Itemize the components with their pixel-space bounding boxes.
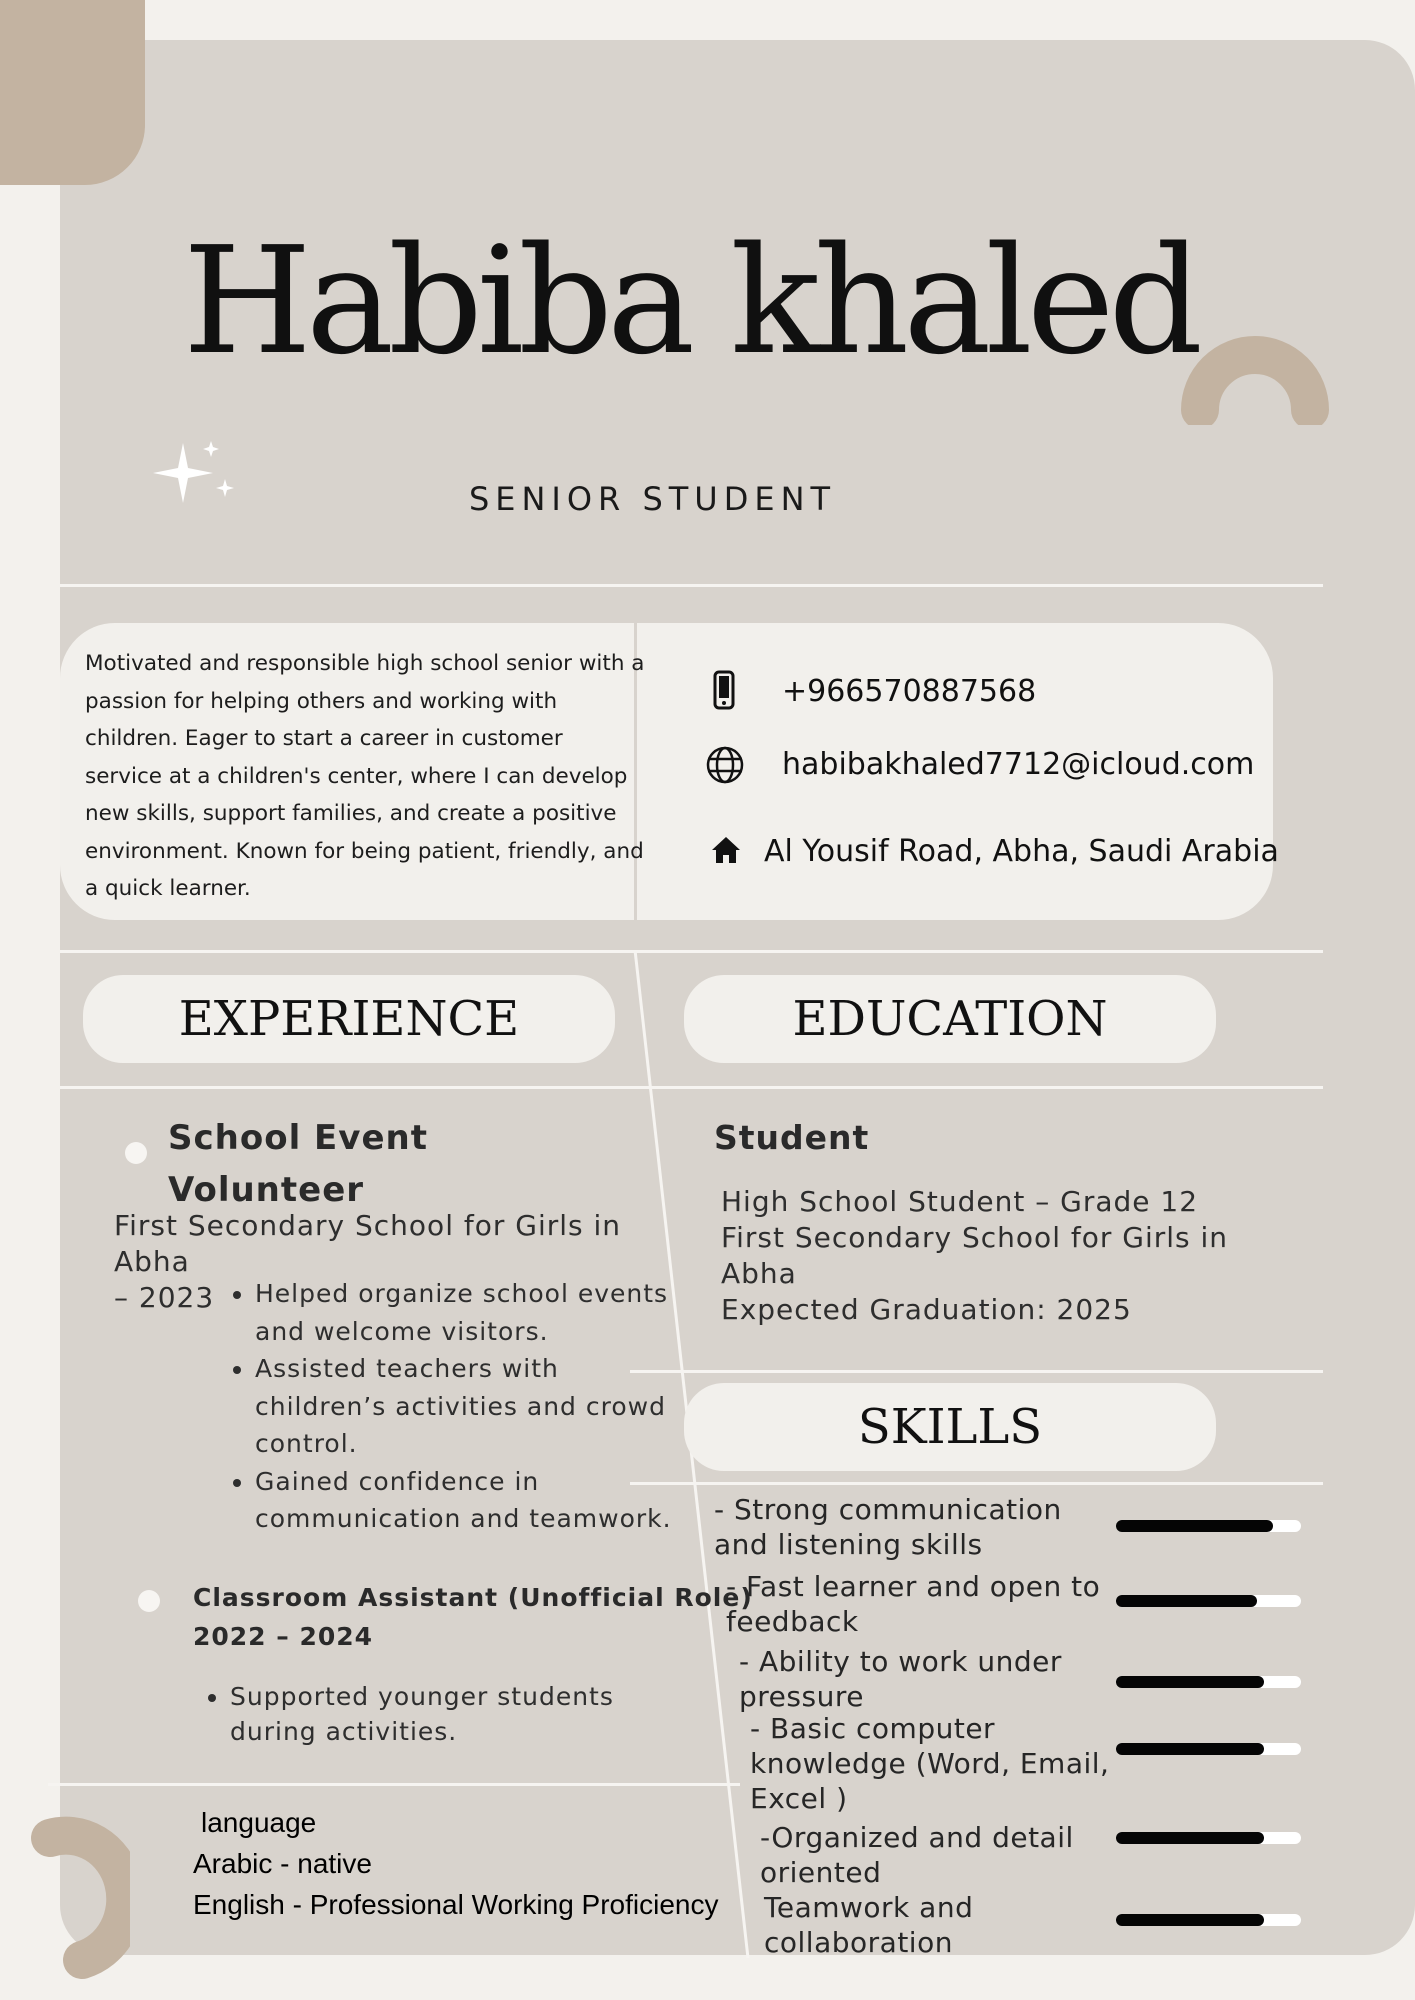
phone-icon (713, 670, 735, 710)
list-item: • Supported younger students during activities. (230, 1679, 650, 1749)
skill-bar-fill (1116, 1676, 1264, 1688)
skill-1: - Strong communication and listening skills (714, 1493, 1062, 1561)
skill-5: -Organized and detail oriented (760, 1821, 1074, 1889)
curve-decoration (30, 1810, 130, 1990)
email-address[interactable]: habibakhaled7712@icloud.com (782, 747, 1255, 782)
language-arabic: Arabic - native (193, 1848, 372, 1879)
list-item: • Gained confidence in communication and teamwork. (255, 1463, 675, 1538)
candidate-name: Habiba khaled (182, 215, 1198, 387)
corner-decoration (0, 0, 145, 185)
experience-title-2: Classroom Assistant (Unofficial Role) 2022 – 2024 (193, 1583, 753, 1651)
experience-title-1: School Event Volunteer (168, 1118, 428, 1210)
experience-heading: EXPERIENCE (83, 975, 615, 1063)
list-item: • Helped organize school events and welcome visitors. (255, 1275, 675, 1350)
home-icon (710, 835, 742, 865)
skill-bar-3 (1116, 1676, 1301, 1688)
skill-bar-1 (1116, 1520, 1301, 1532)
education-details: High School Student – Grade 12 First Secondary School for Girls in Abha Expected Graduation: 2025 (721, 1185, 1229, 1326)
phone-number[interactable]: +966570887568 (782, 674, 1037, 709)
skill-bar-fill (1116, 1595, 1257, 1607)
skill-6: Teamwork and collaboration (764, 1891, 974, 1959)
skill-bar-fill (1116, 1520, 1273, 1532)
experience-org-1: First Secondary School for Girls in Abha – 2023 (114, 1209, 622, 1314)
job-title: SENIOR STUDENT (468, 480, 837, 518)
skill-bar-4 (1116, 1743, 1301, 1755)
skill-2: - Fast learner and open to feedback (726, 1570, 1101, 1638)
timeline-dot (125, 1142, 147, 1164)
address: Al Yousif Road, Abha, Saudi Arabia (764, 834, 1279, 869)
skills-heading: SKILLS (684, 1383, 1216, 1471)
summary: Motivated and responsible high school senior with a passion for helping others and working with children. Eager to start a career in customer service at a children's center, where I can develop new skills, support families, and create a positive environment. Known for being patient, friendly, and a quick learner. (85, 651, 645, 901)
education-role: Student (714, 1118, 870, 1157)
language-heading: language (201, 1807, 317, 1838)
skill-4: - Basic computer knowledge (Word, Email, Excel ) (750, 1712, 1110, 1815)
skill-bar-fill (1116, 1914, 1264, 1926)
skill-bar-fill (1116, 1743, 1264, 1755)
education-heading: EDUCATION (684, 975, 1216, 1063)
skill-bar-5 (1116, 1832, 1301, 1844)
timeline-dot (138, 1590, 160, 1612)
divider (60, 584, 1323, 587)
skill-bar-6 (1116, 1914, 1301, 1926)
skill-3: - Ability to work under pressure (739, 1645, 1062, 1713)
language-english: English - Professional Working Proficiency (193, 1889, 719, 1920)
experience-bullets-1 (210, 1275, 675, 1538)
globe-icon (705, 745, 745, 785)
experience-bullets-2 (185, 1679, 650, 1749)
skill-bar-2 (1116, 1595, 1301, 1607)
list-item: • Assisted teachers with children’s activities and crowd control. (255, 1350, 675, 1463)
skill-bar-fill (1116, 1832, 1264, 1844)
